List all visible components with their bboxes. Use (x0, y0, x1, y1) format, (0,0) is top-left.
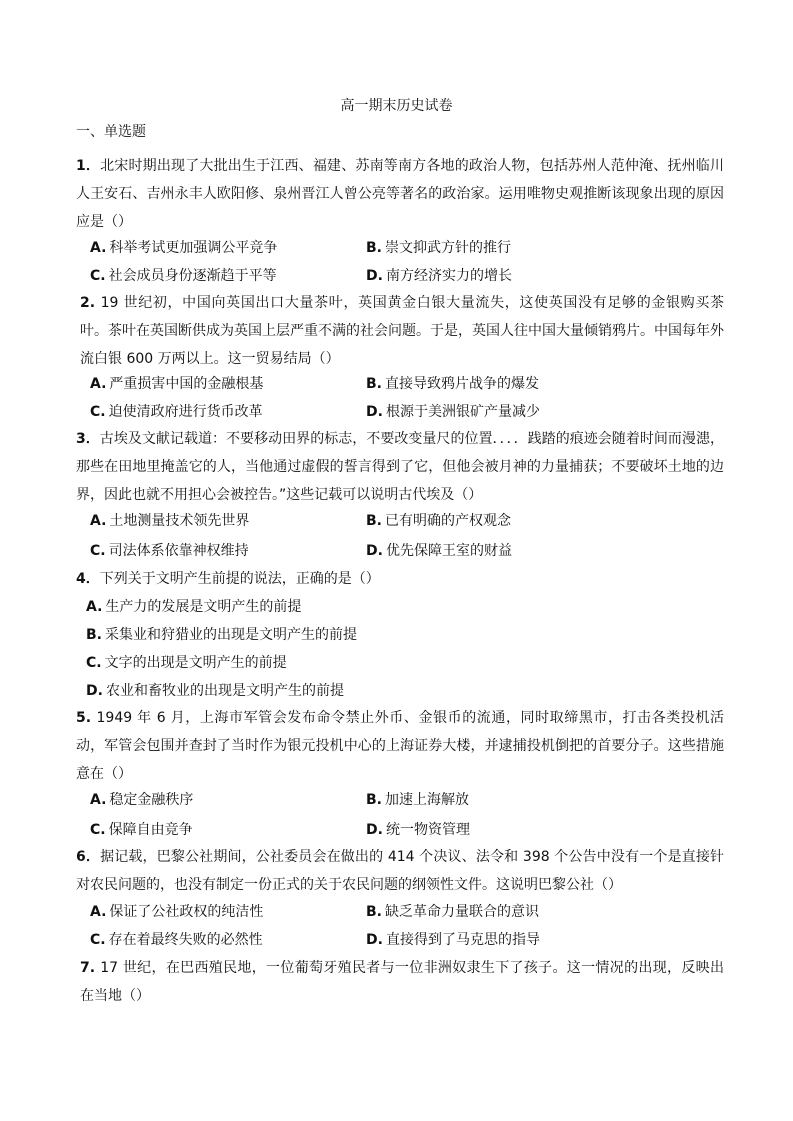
options-3 (88, 507, 724, 565)
question-text: 17 世纪，在巴西殖民地，一位葡萄牙殖民者与一位非洲奴隶生下了孩子。这一情况的出现，反映出在当地（） (80, 960, 725, 1004)
option-a[interactable]: A. 土地测量技术领先世界 (90, 513, 250, 529)
question-text: 19 世纪初，中国向英国出口大量茶叶，英国黄金白银大量流失，这使英国没有足够的金银购买茶叶。茶叶在英国断供成为英国上层严重不满的社会问题。于是，英国人往中国大量倾销鸦片。中国每年外流白银 600 万两以上。这一贸易结局（） (80, 295, 725, 367)
options-6 (88, 898, 724, 954)
options-5 (88, 786, 724, 844)
option-c[interactable]: C. 存在着最终失败的必然性 (90, 932, 263, 948)
question-text: 下列关于文明产生前提的说法，正确的是（） (99, 571, 380, 587)
option-b[interactable]: B. 崇文抑武方针的推行 (366, 240, 511, 256)
option-d[interactable]: D. 农业和畜牧业的出现是文明产生的前提 (86, 683, 344, 699)
option-d[interactable]: D. 直接得到了马克思的指导 (366, 932, 540, 948)
option-c[interactable]: C. 司法体系依靠神权维持 (90, 543, 249, 559)
question-6 (76, 843, 724, 899)
question-text: 古埃及文献记载道：不要移动田界的标志，不要改变量尺的位置．．．．践踏的痕迹会随着时间而漫漶，那些在田地里掩盖它的人，当他通过虚假的誓言得到了它，但他会被月神的力量捕获；不要破坏土地的边界，因此也就不用担心会被控告。”这些记载可以说明古代埃及（） (76, 431, 724, 503)
question-1 (76, 152, 724, 236)
option-d[interactable]: D. 统一物资管理 (366, 822, 470, 838)
question-number: 4． (76, 571, 100, 587)
option-c[interactable]: C. 迫使清政府进行货币改革 (90, 404, 263, 420)
options-4 (86, 593, 722, 705)
question-5 (76, 704, 724, 788)
page-title: 高一期末历史试卷 (340, 98, 453, 114)
option-a[interactable]: A. 稳定金融秩序 (90, 792, 194, 808)
option-a[interactable]: A. 保证了公社政权的纯洁性 (90, 904, 264, 920)
option-d[interactable]: D. 优先保障王室的财益 (366, 543, 512, 559)
option-a[interactable]: A. 生产力的发展是文明产生的前提 (86, 599, 302, 615)
question-number: 5. (76, 710, 97, 726)
option-d[interactable]: D. 南方经济实力的增长 (366, 268, 512, 284)
question-number: 3． (76, 431, 100, 447)
question-number: 1． (76, 158, 101, 174)
options-2 (88, 370, 724, 426)
options-1 (88, 234, 724, 290)
option-c[interactable]: C. 保障自由竞争 (90, 822, 193, 838)
question-3 (76, 425, 724, 509)
question-4 (76, 565, 724, 593)
question-number: 7. (80, 960, 101, 976)
question-number: 2. (80, 295, 101, 311)
option-c[interactable]: C. 社会成员身份逐渐趋于平等 (90, 268, 277, 284)
question-2 (80, 289, 724, 373)
option-b[interactable]: B. 采集业和狩猎业的出现是文明产生的前提 (86, 627, 357, 643)
option-b[interactable]: B. 直接导致鸦片战争的爆发 (366, 376, 539, 392)
option-c[interactable]: C. 文字的出现是文明产生的前提 (86, 655, 287, 671)
option-b[interactable]: B. 缺乏革命力量联合的意识 (366, 904, 539, 920)
question-text: 据记载，巴黎公社期间，公社委员会在做出的 414 个决议、法令和 398 个公告中没有一个是直接针对农民问题的，也没有制定一份正式的关于农民问题的纲领性文件。这说明巴黎公社（） (76, 849, 724, 893)
option-d[interactable]: D. 根源于美洲银矿产量减少 (366, 404, 540, 420)
question-7 (80, 954, 724, 1010)
question-text: 1949 年 6 月，上海市军管会发布命令禁止外币、金银币的流通，同时取缔黑市，打击各类投机活动，军管会包围并查封了当时作为银元投机中心的上海证券大楼，并逮捕投机倒把的首要分子。这些措施意在（） (76, 710, 724, 782)
question-text: 北宋时期出现了大批出生于江西、福建、苏南等南方各地的政治人物，包括苏州人范仲淹、抚州临川人王安石、吉州永丰人欧阳修、泉州晋江人曾公亮等著名的政治家。运用唯物史观推断该现象出现的原因应是（） (76, 158, 724, 230)
option-a[interactable]: A. 严重损害中国的金融根基 (90, 376, 264, 392)
option-b[interactable]: B. 加速上海解放 (366, 792, 469, 808)
option-a[interactable]: A. 科举考试更加强调公平竞争 (90, 240, 278, 256)
question-number: 6． (76, 849, 101, 865)
section-heading: 一、单选题 (76, 124, 146, 140)
option-b[interactable]: B. 已有明确的产权观念 (366, 513, 511, 529)
